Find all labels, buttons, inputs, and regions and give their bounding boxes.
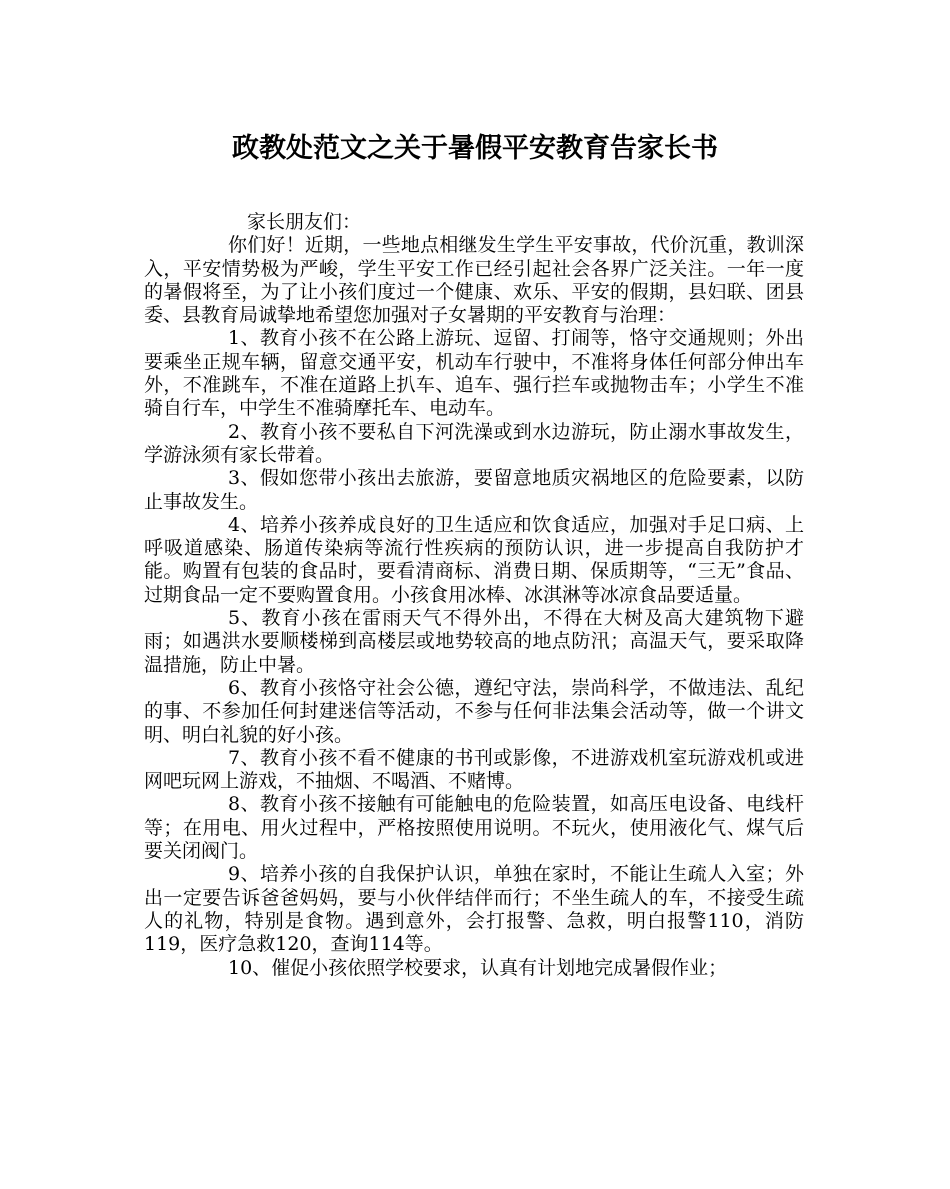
paragraph-item-4: 4、培养小孩养成良好的卫生适应和饮食适应，加强对手足口病、上呼吸道感染、肠道传染病等流行性疾病的预防认识，进一步提高自我防护才能。购置有包装的食品时，要看清商标、消费日期、保质期等，“三无”食品、过期食品一定不要购置食用。小孩食用冰棒、冰淇淋等冰凉食品要适量。 [144, 513, 804, 606]
paragraph-item-5: 5、教育小孩在雷雨天气不得外出，不得在大树及高大建筑物下避雨；如遇洪水要顺楼梯到高楼层或地势较高的地点防汛；高温天气，要采取降温措施，防止中暑。 [144, 607, 804, 676]
paragraph-item-9: 9、培养小孩的自我保护认识，单独在家时，不能让生疏人入室；外出一定要告诉爸爸妈妈，要与小伙伴结伴而行；不坐生疏人的车，不接受生疏人的礼物，特别是食物。遇到意外，会打报警、急救，明白报警110，消防119，医疗急救120，查询114等。 [144, 863, 804, 956]
salutation: 家长朋友们： [247, 211, 362, 233]
paragraph-item-8: 8、教育小孩不接触有可能触电的危险装置，如高压电设备、电线杆等；在用电、用火过程中，严格按照使用说明。不玩火，使用液化气、煤气后要关闭阀门。 [144, 793, 804, 863]
paragraph-intro: 你们好！近期，一些地点相继发生学生平安事故，代价沉重，教训深入，平安情势极为严峻，学生平安工作已经引起社会各界广泛关注。一年一度的暑假将至，为了让小孩们度过一个健康、欢乐、平安的假期，县妇联、团县委、县教育局诚挚地希望您加强对子女暑期的平安教育与治理： [144, 234, 804, 327]
paragraph-item-7: 7、教育小孩不看不健康的书刊或影像，不进游戏机室玩游戏机或进网吧玩网上游戏，不抽烟、不喝酒、不赌博。 [144, 746, 804, 793]
document-body [144, 211, 804, 980]
document-title: 政教处范文之关于暑假平安教育告家长书 [232, 133, 718, 164]
paragraph-item-1: 1、教育小孩不在公路上游玩、逗留、打闹等，恪守交通规则；外出要乘坐正规车辆，留意交通平安，机动车行驶中，不准将身体任何部分伸出车外，不准跳车，不准在道路上扒车、追车、强行拦车或抛物击车；小学生不准骑自行车，中学生不准骑摩托车、电动车。 [144, 327, 804, 420]
paragraph-item-10: 10、催促小孩依照学校要求，认真有计划地完成暑假作业； [228, 956, 728, 979]
paragraph-item-2: 2、教育小孩不要私自下河洗澡或到水边游玩，防止溺水事故发生，学游泳须有家长带着。 [144, 420, 804, 466]
paragraph-item-3: 3、假如您带小孩出去旅游，要留意地质灾祸地区的危险要素，以防止事故发生。 [144, 467, 804, 513]
paragraph-item-6: 6、教育小孩恪守社会公德，遵纪守法，崇尚科学，不做违法、乱纪的事、不参加任何封建迷信等活动，不参与任何非法集会活动等，做一个讲文明、明白礼貌的好小孩。 [144, 676, 804, 746]
